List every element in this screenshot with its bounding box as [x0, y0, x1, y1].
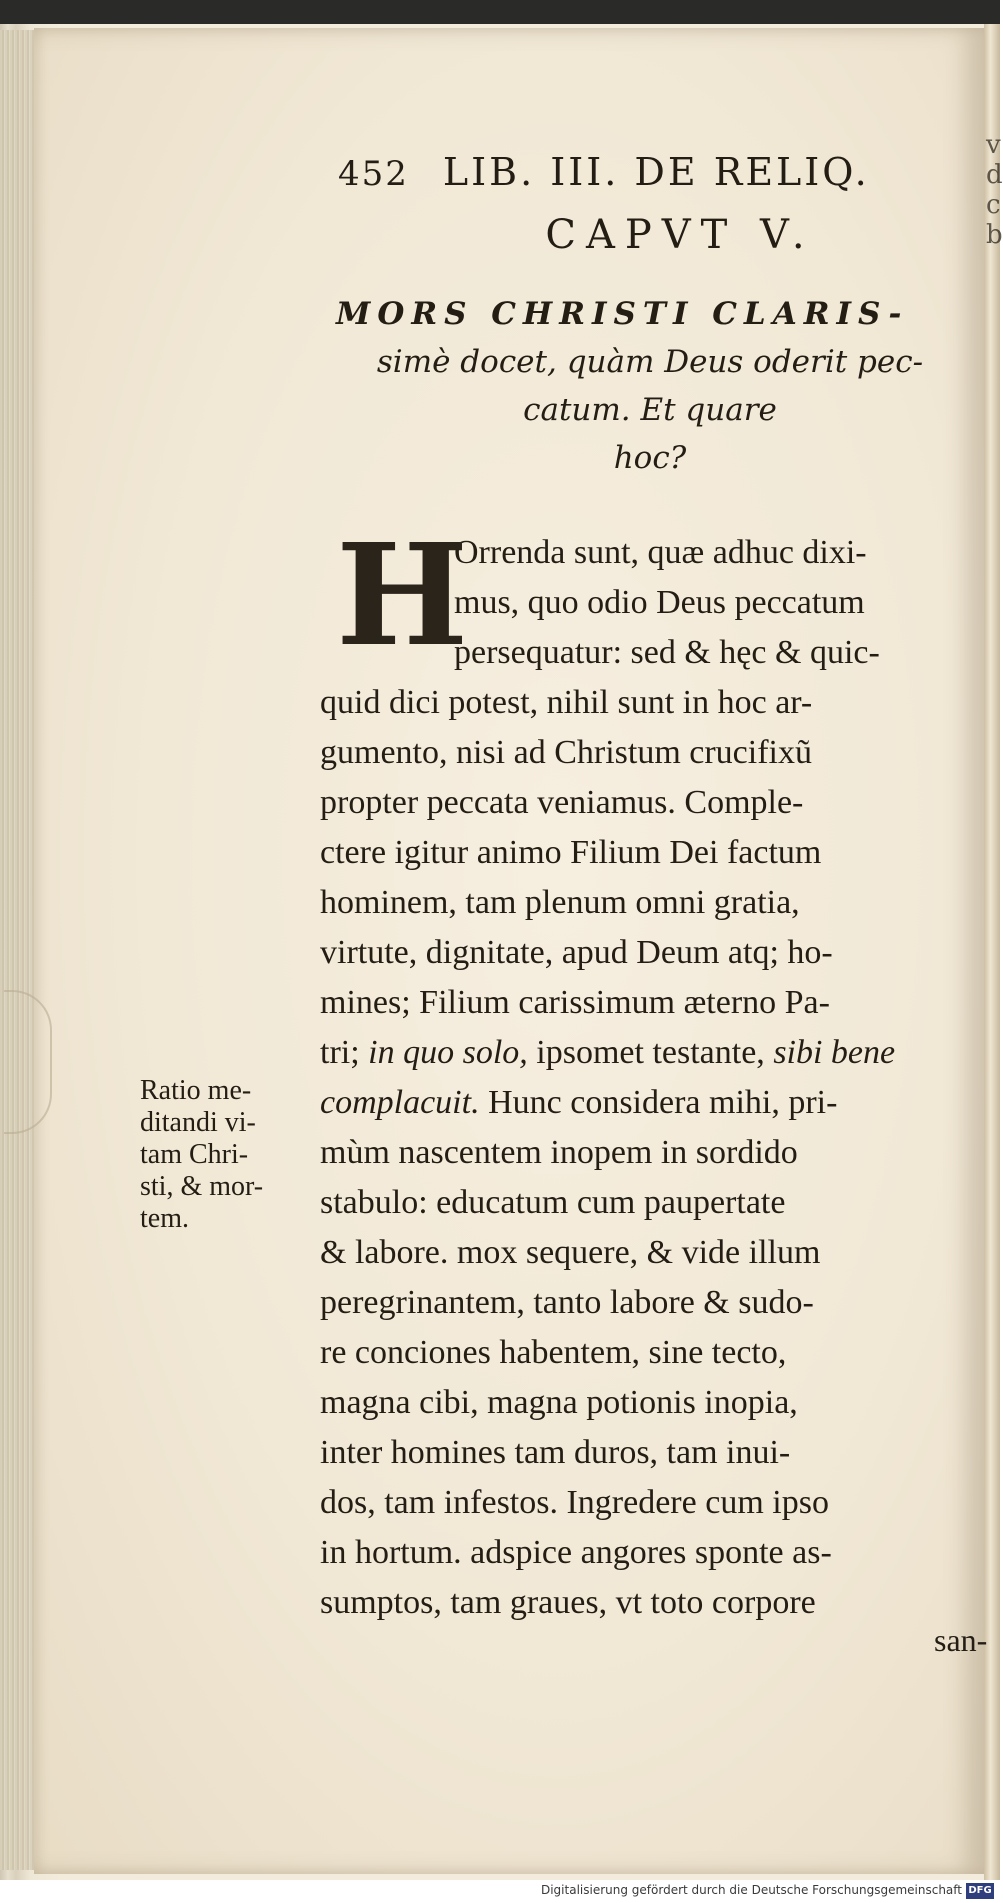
running-head	[338, 150, 938, 210]
text-line	[320, 1028, 980, 1078]
text-line: re conciones habentem, sine tecto,	[320, 1334, 787, 1371]
text-line: mines; Filium carissimum æterno Pa-	[320, 984, 830, 1021]
summary-line: hoc?	[613, 440, 687, 476]
margin-note-line: tam Chri-	[140, 1139, 249, 1170]
drop-cap: H	[336, 514, 469, 678]
italic-run: sibi bene	[773, 1034, 896, 1071]
text-line: in hortum. adspice angores sponte as-	[320, 1534, 832, 1571]
facing-page-edge	[984, 24, 1003, 1882]
text-line: ctere igitur animo Filium Dei factum	[320, 834, 822, 871]
chapter-summary	[330, 290, 970, 482]
dfg-logo: DFG	[966, 1883, 994, 1899]
footer-credit: Digitalisierung gefördert durch die Deutsche Forschungsgemeinschaft	[540, 1883, 962, 1897]
body-text	[320, 514, 980, 1628]
text-line: inter homines tam duros, tam inui-	[320, 1434, 791, 1471]
margin-note-line: tem.	[140, 1203, 189, 1234]
text-line: quid dici potest, nihil sunt in hoc ar-	[320, 684, 813, 721]
italic-run: in quo solo,	[368, 1034, 528, 1071]
page-number: 452	[338, 154, 409, 194]
text-run: Hunc considera mihi, pri-	[479, 1084, 838, 1121]
text-line: persequatur: sed & hęc & quic-	[454, 634, 880, 671]
margin-note-line: sti, & mor-	[140, 1171, 264, 1202]
page-edges	[0, 30, 34, 1870]
text-line: & labore. mox sequere, & vide illum	[320, 1234, 821, 1271]
text-line: dos, tam infestos. Ingredere cum ipso	[320, 1484, 829, 1521]
catchword: san-	[934, 1622, 988, 1658]
summary-line: catum. Et quare	[523, 392, 777, 428]
margin-note-line: Ratio me-	[140, 1075, 252, 1106]
text-run: ipsomet testante,	[527, 1034, 774, 1071]
text-line	[320, 1078, 980, 1128]
chapter-title: CAPVT V.	[545, 212, 815, 258]
digitization-footer	[0, 1880, 1000, 1903]
running-title: LIB. III. DE RELIQ.	[442, 150, 870, 194]
summary-line: simè docet, quàm Deus oderit pec-	[376, 344, 924, 380]
text-line: virtute, dignitate, apud Deum atq; ho-	[320, 934, 833, 971]
text-line: Orrenda sunt, quæ adhuc dixi-	[454, 534, 867, 571]
text-line: mùm nascentem inopem in sordido	[320, 1134, 798, 1171]
summary-line: MORS CHRISTI CLARIS-	[336, 296, 909, 332]
text-line: stabulo: educatum cum paupertate	[320, 1184, 786, 1221]
margin-note-line: ditandi vi-	[140, 1107, 256, 1138]
bookmark-ribbon	[4, 990, 52, 1134]
text-line: mus, quo odio Deus peccatum	[454, 584, 865, 621]
facing-page-text: v d c b	[986, 130, 1003, 250]
text-line: magna cibi, magna potionis inopia,	[320, 1384, 798, 1421]
text-line: gumento, nisi ad Christum crucifixũ	[320, 734, 812, 771]
text-line: hominem, tam plenum omni gratia,	[320, 884, 800, 921]
text-line: peregrinantem, tanto labore & sudo-	[320, 1284, 814, 1321]
italic-run: complacuit.	[320, 1084, 480, 1121]
text-run: tri;	[320, 1034, 369, 1071]
margin-note	[140, 1075, 320, 1235]
text-line: sumptos, tam graues, vt toto corpore	[320, 1584, 816, 1621]
text-line: propter peccata veniamus. Comple-	[320, 784, 804, 821]
